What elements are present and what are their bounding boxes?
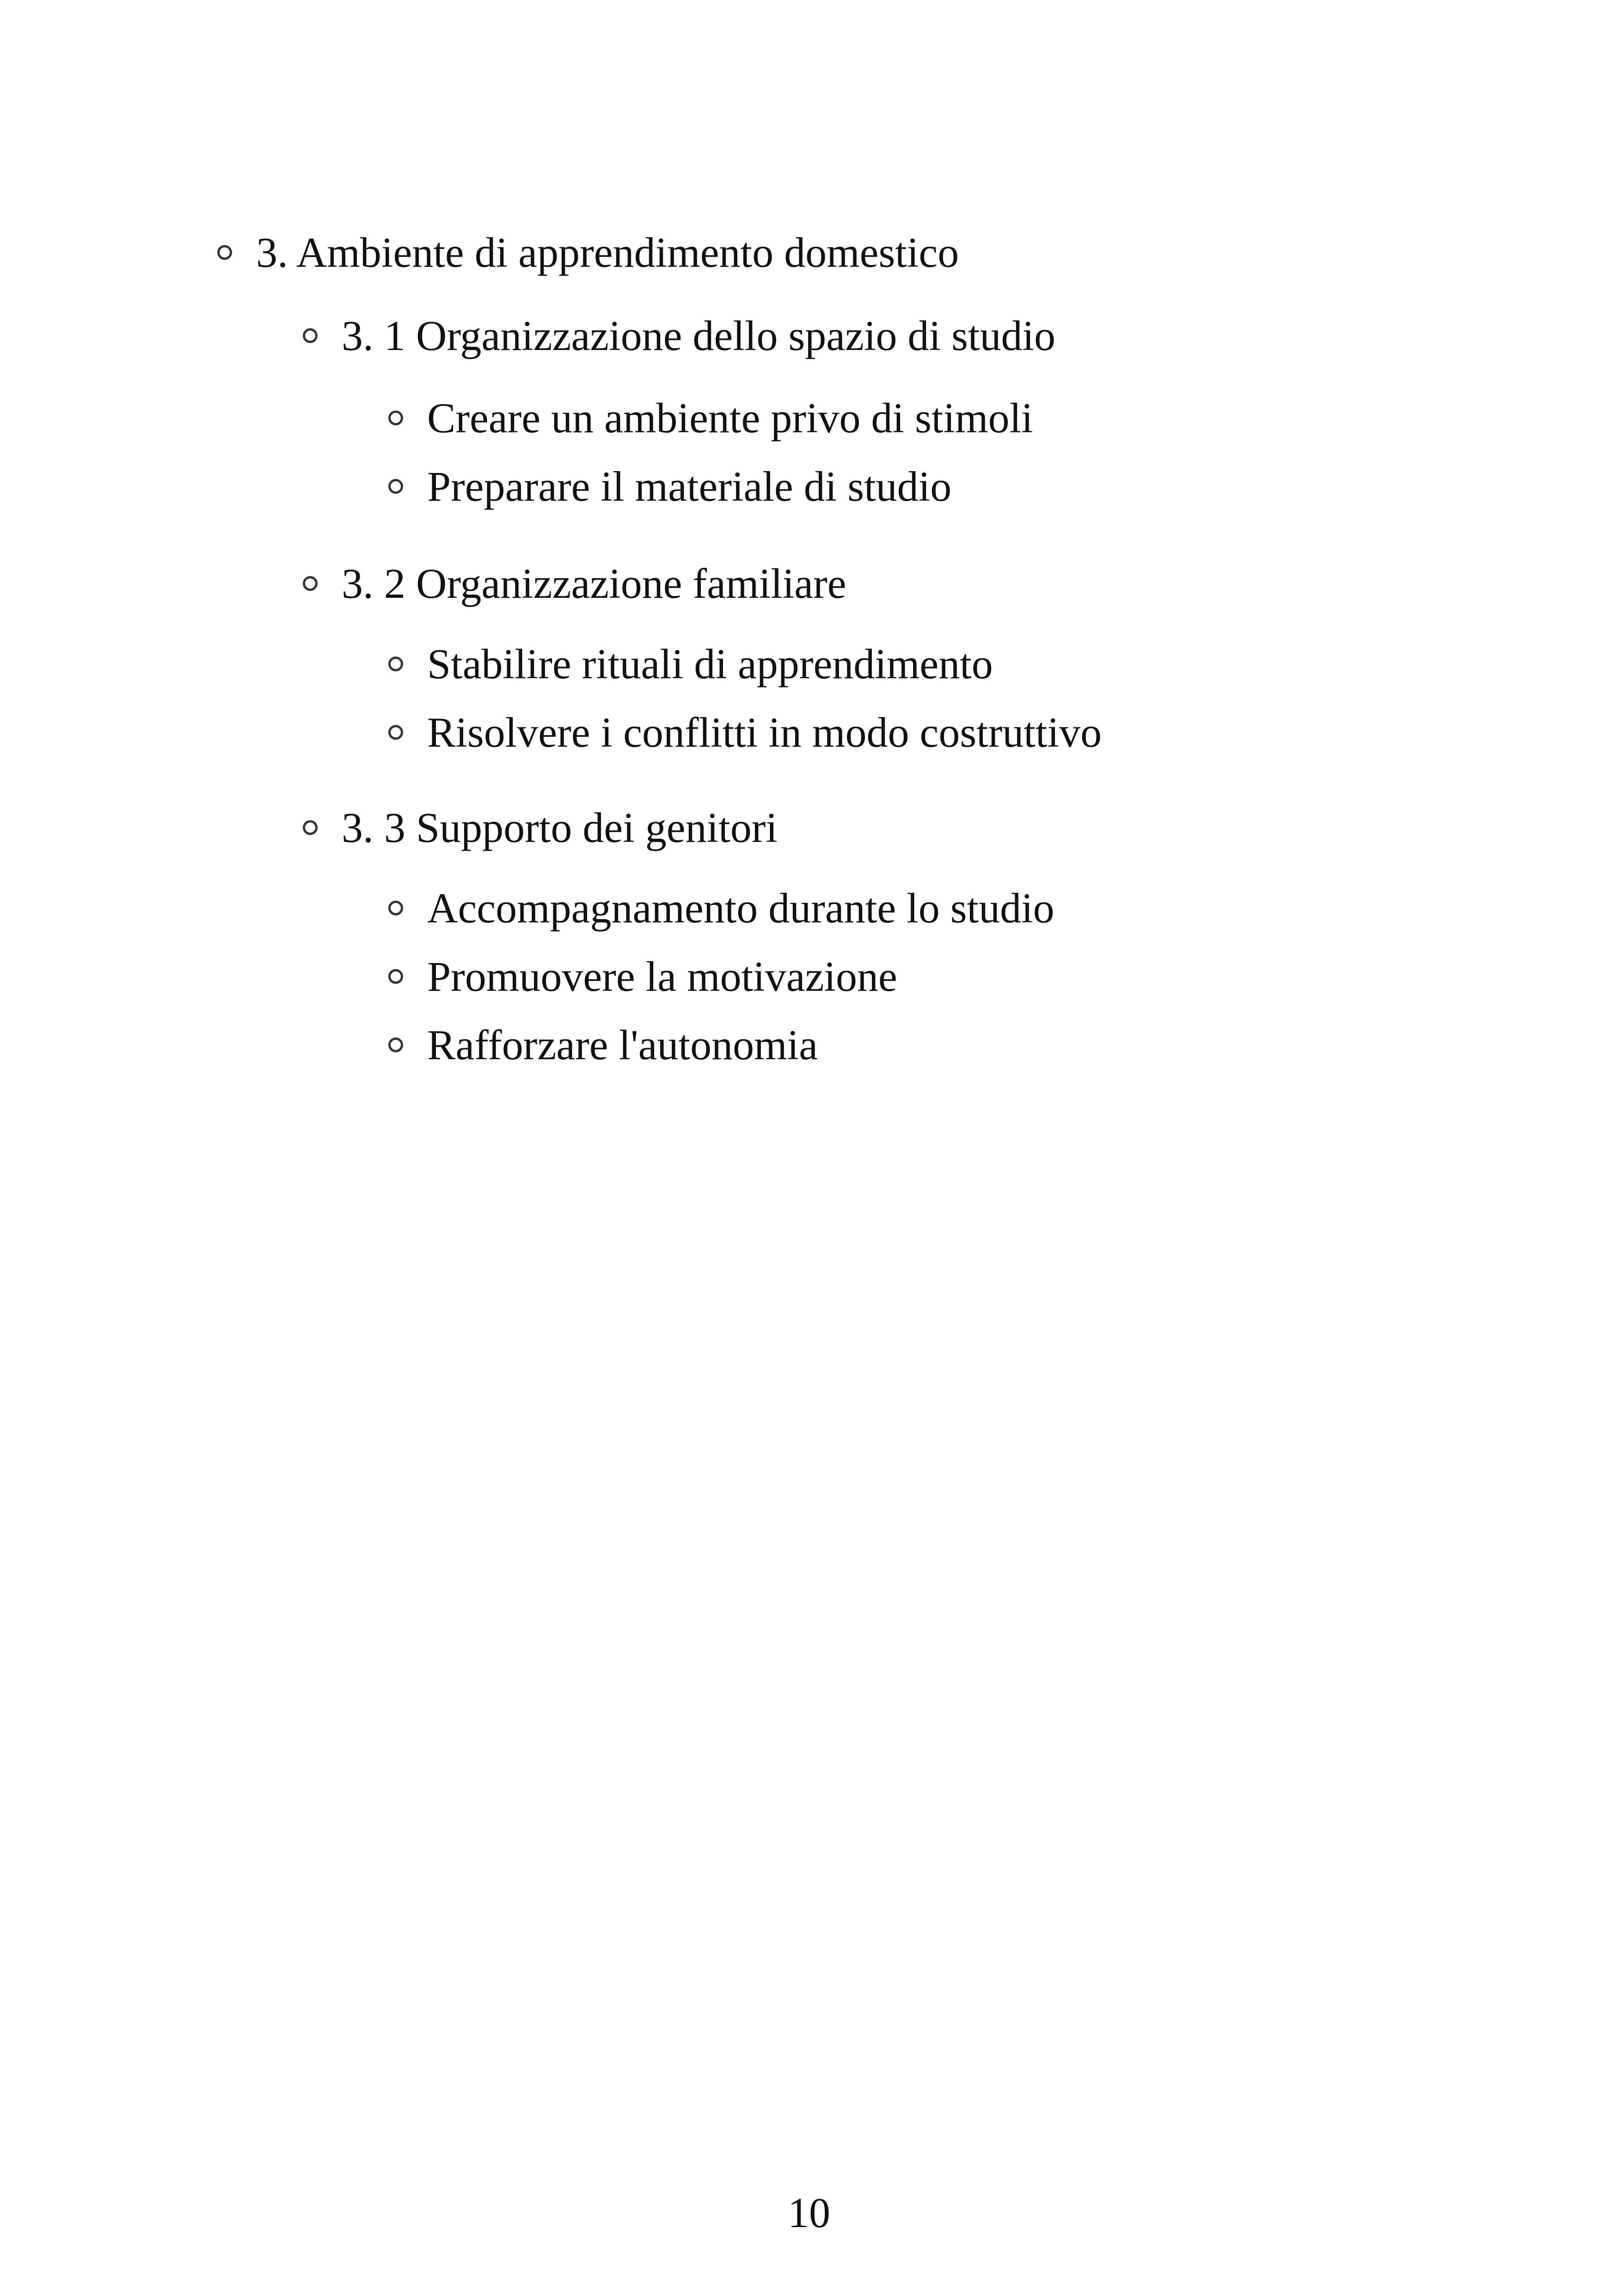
outline-list-item bbox=[388, 711, 1102, 754]
hollow-bullet-icon bbox=[388, 1037, 403, 1052]
list-item-text: Accompagnamento durante lo studio bbox=[427, 884, 1054, 932]
list-item-text: Preparare il materiale di studio bbox=[427, 463, 952, 510]
hollow-bullet-icon bbox=[388, 479, 403, 494]
subsection-title: 3. 3 Supporto dei genitori bbox=[342, 804, 778, 851]
hollow-bullet-icon bbox=[303, 576, 318, 591]
outline-list-item bbox=[388, 394, 1033, 442]
hollow-bullet-icon bbox=[388, 725, 403, 740]
outline-list-item bbox=[388, 884, 1054, 932]
list-item-text: Creare un ambiente privo di stimoli bbox=[427, 394, 1033, 442]
outline-list-item bbox=[388, 1021, 818, 1068]
hollow-bullet-icon bbox=[303, 820, 318, 835]
outline-list-item bbox=[388, 955, 897, 998]
subsection-title: 3. 2 Organizzazione familiare bbox=[342, 560, 846, 607]
subsection-title: 3. 1 Organizzazione dello spazio di studio bbox=[342, 312, 1056, 359]
hollow-bullet-icon bbox=[388, 969, 403, 984]
hollow-bullet-icon bbox=[217, 245, 232, 260]
list-item-text: Rafforzare l'autonomia bbox=[427, 1021, 818, 1068]
page-number: 10 bbox=[788, 2189, 830, 2236]
outline-subsection bbox=[303, 314, 1055, 357]
hollow-bullet-icon bbox=[388, 411, 403, 425]
outline-list-item bbox=[388, 465, 951, 508]
list-item-text: Risolvere i conflitti in modo costruttivo bbox=[427, 709, 1102, 756]
outline-subsection bbox=[303, 562, 846, 605]
hollow-bullet-icon bbox=[388, 657, 403, 671]
outline-subsection bbox=[303, 806, 778, 849]
outline-section bbox=[217, 231, 959, 274]
hollow-bullet-icon bbox=[388, 901, 403, 915]
hollow-bullet-icon bbox=[303, 328, 318, 343]
section-title: 3. Ambiente di apprendimento domestico bbox=[256, 229, 959, 276]
list-item-text: Stabilire rituali di apprendimento bbox=[427, 640, 993, 688]
outline-list-item bbox=[388, 640, 993, 688]
list-item-text: Promuovere la motivazione bbox=[427, 953, 897, 1000]
